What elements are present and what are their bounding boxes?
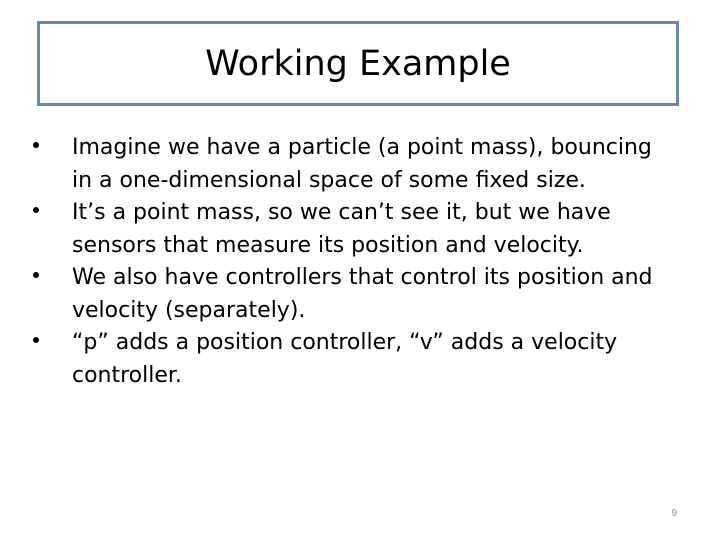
bullet-dot-icon <box>28 132 72 165</box>
bullet-item <box>28 262 678 327</box>
bullet-dot-icon <box>28 197 72 230</box>
bullet-item <box>28 132 678 197</box>
bullet-item <box>28 327 678 392</box>
bullet-dot-icon <box>28 327 72 360</box>
bullet-text: It’s a point mass, so we can’t see it, but we have sensors that measure its position and velocity. <box>72 200 611 258</box>
bullet-dot-icon <box>28 262 72 295</box>
bullet-item <box>28 197 678 262</box>
slide-title: Working Example <box>205 43 511 84</box>
bullet-list <box>28 132 678 392</box>
page-number: 9 <box>671 508 677 519</box>
slide-title-box <box>37 21 679 106</box>
bullet-text: “p” adds a position controller, “v” adds a velocity controller. <box>72 330 618 388</box>
bullet-text: Imagine we have a particle (a point mass), bouncing in a one-dimensional space of some fixed size. <box>72 135 652 193</box>
bullet-text: We also have controllers that control its position and velocity (separately). <box>72 265 653 323</box>
